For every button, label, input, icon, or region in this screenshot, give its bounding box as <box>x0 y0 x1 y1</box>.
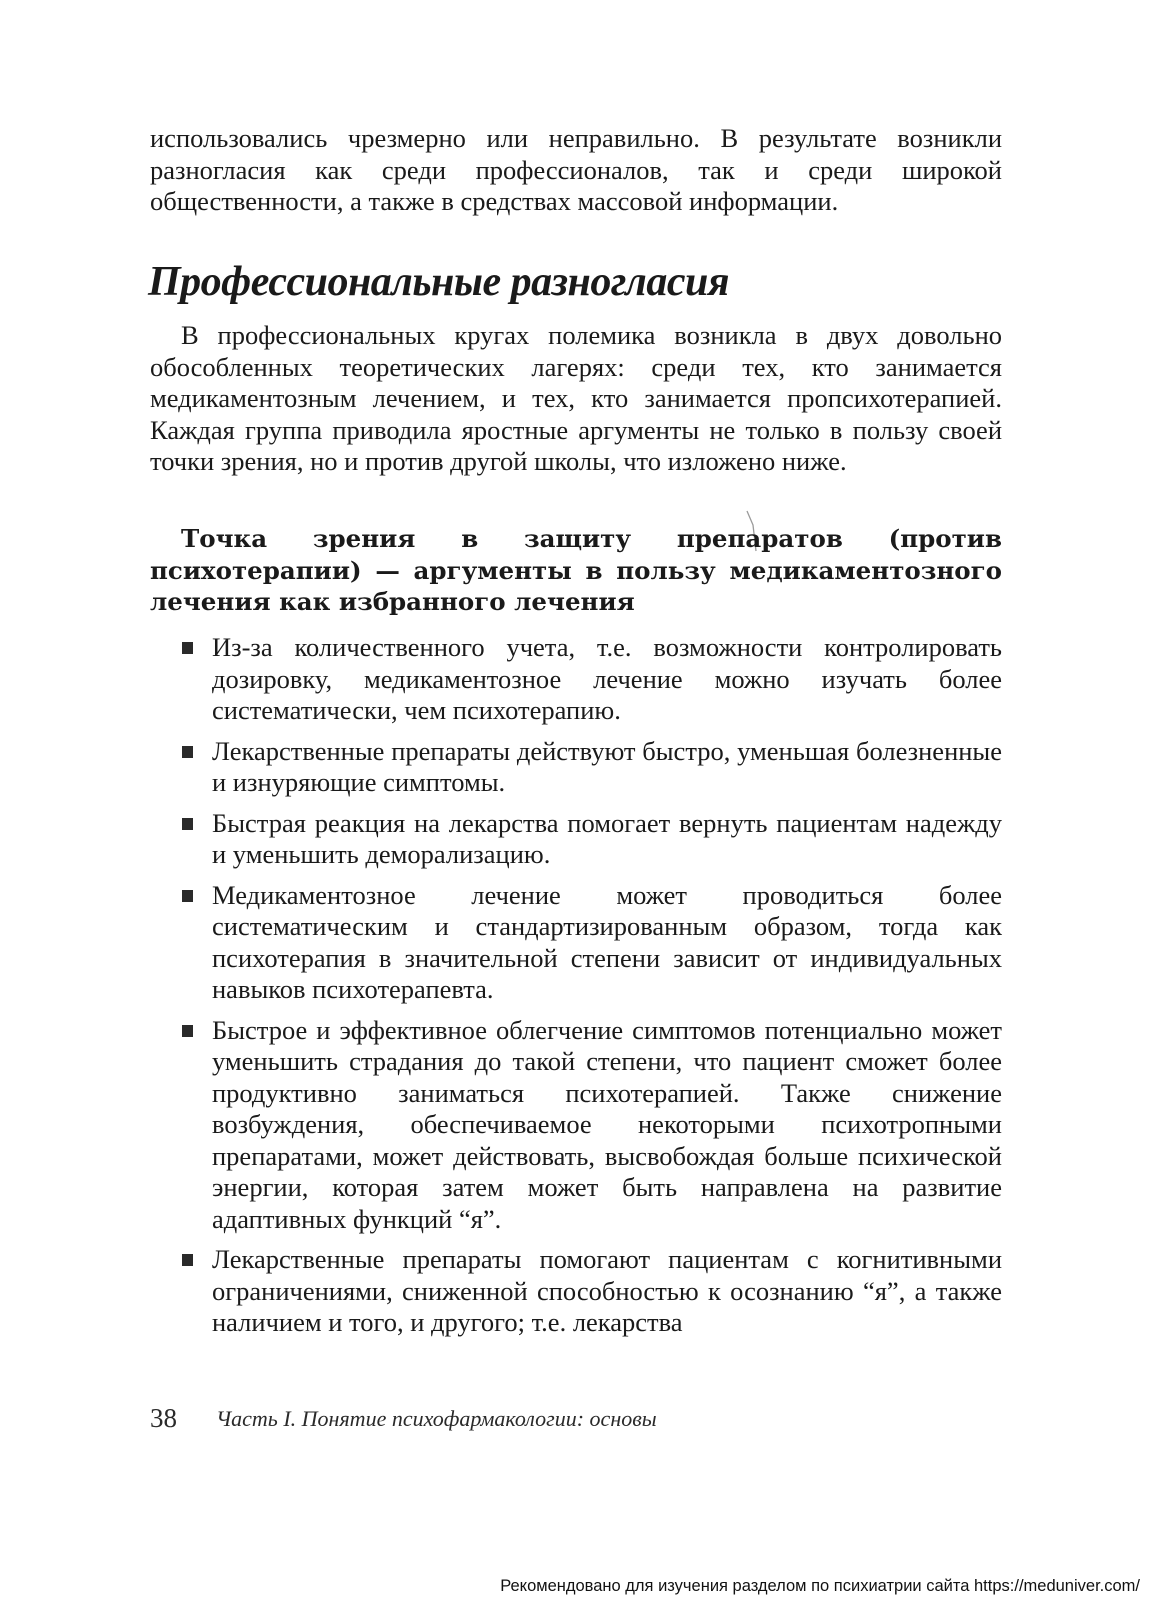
source-watermark: Рекомендовано для изучения разделом по психиатрии сайта https://meduniver.com/ <box>500 1577 1140 1595</box>
list-item <box>150 808 1002 871</box>
argument-list <box>150 632 1002 1348</box>
list-item <box>150 632 1002 727</box>
intro-paragraph: использовались чрезмерно или неправильно. В результате возникли разногласия как среди профессионалов, так и среди широкой общественности, а также в средствах массовой информации. <box>150 123 1002 216</box>
page-number: 38 <box>150 1403 177 1433</box>
list-item-text: Из-за количественного учета, т.е. возможности контролировать дозировку, медикаментозное лечение можно изучать более систематически, чем психотерапию. <box>212 632 1002 725</box>
square-bullet-icon <box>182 890 193 902</box>
list-item-text: Лекарственные препараты помогают пациентам с когнитивными ограничениями, сниженной способностью к осознанию “я”, а также наличием и того, и другого; т.е. лекарства <box>212 1244 1002 1337</box>
page-footer <box>150 1402 1002 1436</box>
list-item <box>150 1015 1002 1236</box>
running-title: Часть I. Понятие психофармакологии: основы <box>216 1406 657 1431</box>
square-bullet-icon <box>182 1025 193 1037</box>
list-item <box>150 1244 1002 1339</box>
list-item <box>150 736 1002 799</box>
square-bullet-icon <box>182 642 193 654</box>
square-bullet-icon <box>182 746 193 758</box>
argument-subheading: Точка зрения в защиту препаратов (против психотерапии) — аргументы в пользу медикаментозного лечения как избранного лечения <box>150 524 1002 616</box>
square-bullet-icon <box>182 1254 193 1266</box>
list-item-text: Быстрое и эффективное облегчение симптомов потенциально может уменьшить страдания до такой степени, что пациент сможет более продуктивно заниматься психотерапией. Также снижение возбуждения, обеспечиваемое некоторыми психотропными препаратами, может действовать, высвобождая больше психической энергии, которая затем может быть направлена на развитие адаптивных функций “я”. <box>212 1014 1002 1234</box>
section-heading: Профессиональные разногласия <box>148 259 729 305</box>
list-item-text: Лекарственные препараты действуют быстро, уменьшая болезненные и изнуряющие симптомы. <box>212 735 1002 797</box>
list-item-text: Медикаментозное лечение может проводиться более систематическим и стандартизированным образом, тогда как психотерапия в значительной степени зависит от индивидуальных навыков психотерапевта. <box>212 879 1002 1004</box>
list-item-text: Быстрая реакция на лекарства помогает вернуть пациентам надежду и уменьшить деморализацию. <box>212 807 1002 869</box>
square-bullet-icon <box>182 818 193 830</box>
lead-paragraph: В профессиональных кругах полемика возникла в двух довольно обособленных теоретических лагерях: среди тех, кто занимается медикаментозным лечением, и тех, кто занимается пропсихотерапией. Каждая группа приводила яростные аргументы не только в пользу своей точки зрения, но и против другой школы, что изложено ниже. <box>150 320 1002 476</box>
list-item <box>150 880 1002 1006</box>
